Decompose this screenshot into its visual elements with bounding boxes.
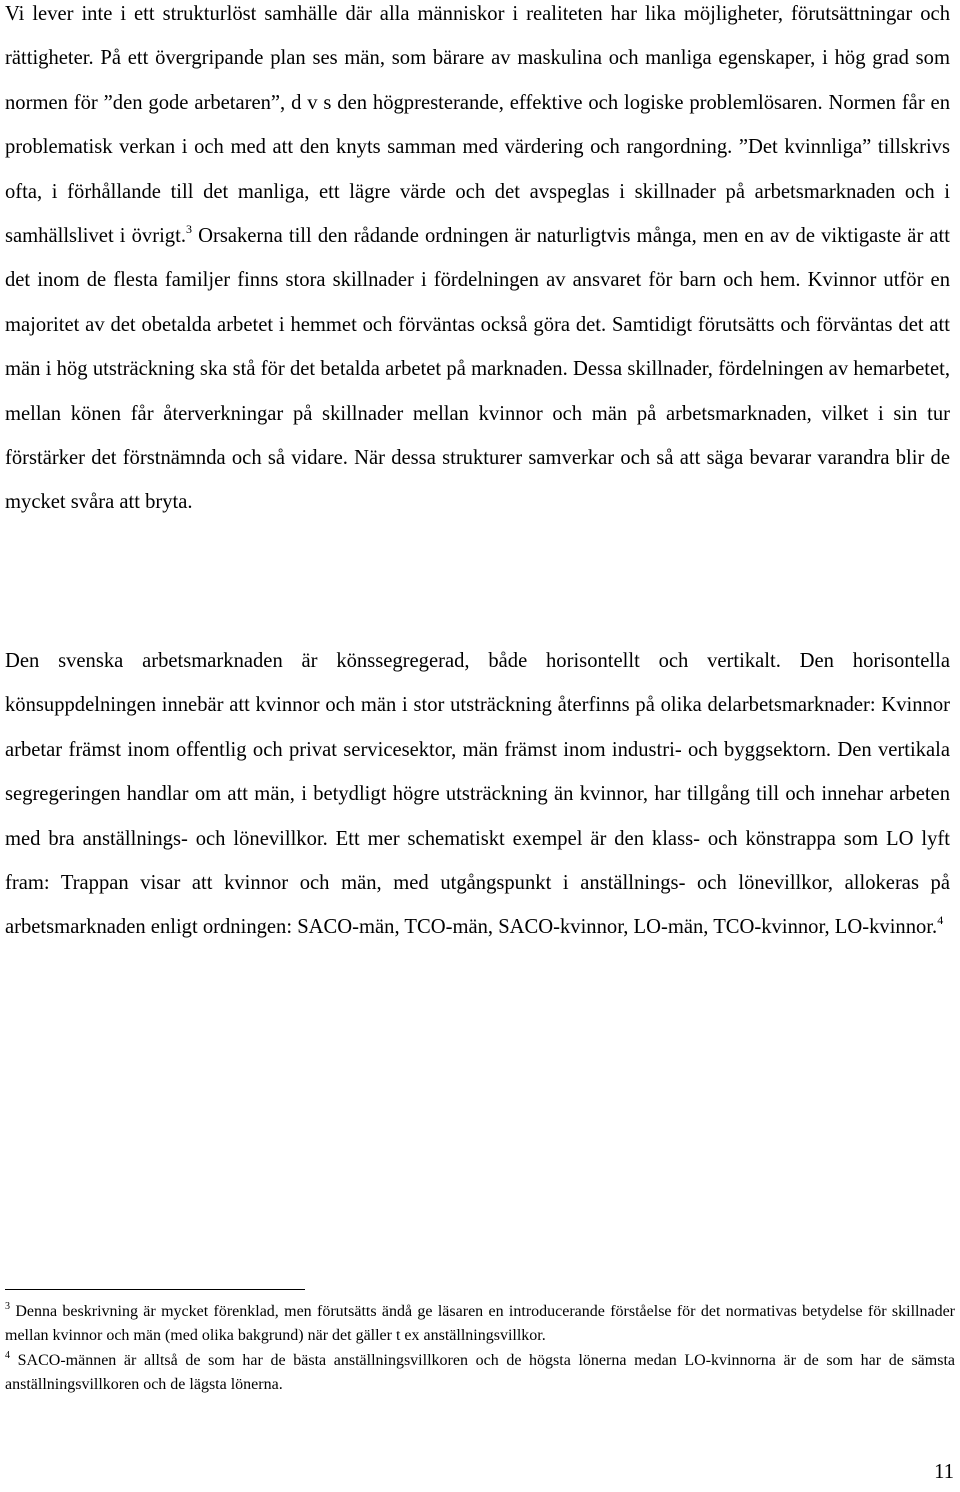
- paragraph-1-text-part-2: Orsakerna till den rådande ordningen är naturligtvis många, men en av de viktigaste är att det inom de flesta familjer finns stora skillnader i fördelningen av ansvaret för barn och hem. Kvinnor utför en majoritet av det obetalda arbetet i hemmet och förväntas också göra det. Samtidigt förutsätts och förväntas det att män i hög utsträckning ska stå för det betalda arbetet på marknaden. Dessa skillnader, fördelningen av hemarbetet, mellan könen får återverkningar på skillnader mellan kvinnor och män på arbetsmarknaden, vilket i sin tur förstärker det förstnämnda och så vidare. När dessa strukturer samverkar och så att säga bevarar varandra blir de mycket svåra att bryta.: [5, 225, 951, 514]
- footnote-text: SACO-männen är alltså de som har de bästa anställningsvillkoren och de högsta lönerna medan LO-kvinnorna är de som har de sämsta anställningsvillkoren och de lägsta lönerna.: [5, 1351, 955, 1393]
- footnotes: [5, 1300, 955, 1397]
- footnote-3: [5, 1300, 955, 1349]
- body-paragraph-1: [5, 0, 950, 525]
- body-paragraph-2: [5, 639, 950, 950]
- footnote-separator: [5, 1289, 305, 1290]
- page-number: 11: [934, 1461, 954, 1483]
- paragraph-1-text-part-1: Vi lever inte i ett strukturlöst samhälle där alla människor i realiteten har lika möjligheter, förutsättningar och rättigheter. På ett övergripande plan ses män, som bärare av maskulina och manliga egenskaper, i hög grad som normen för ”den gode arbetaren”, d v s den högpresterande, effektive och logiske problemlösaren. Normen får en problematisk verkan i och med att den knyts samman med värdering och rangordning. ”Det kvinnliga” tillskrivs ofta, i förhållande till det manliga, ett lägre värde och det avspeglas i skillnader på arbetsmarknaden och i samhällslivet i övrigt.: [5, 3, 950, 248]
- footnote-ref-3: 3: [185, 222, 192, 237]
- paragraph-2-text: Den svenska arbetsmarknaden är könssegregerad, både horisontellt och vertikalt. Den horisontella könsuppdelningen innebär att kvinnor och män i stor utsträckning återfinns på olika delarbetsmarknader: Kvinnor arbetar främst inom offentlig och privat servicesektor, män främst inom industri- och byggsektorn. Den vertikala segregeringen handlar om att män, i betydligt högre utsträckning än kvinnor, har tillgång till och innehar arbeten med bra anställnings- och lönevillkor. Ett mer schematiskt exempel är den klass- och könstrappa som LO lyft fram: Trappan visar att kvinnor och män, med utgångspunkt i anställnings- och lönevillkor, allokeras på arbetsmarknaden enligt ordningen: SACO-män, TCO-män, SACO-kvinnor, LO-män, TCO-kvinnor, LO-kvinnor.: [5, 650, 950, 939]
- footnote-4: [5, 1349, 955, 1398]
- footnote-text: Denna beskrivning är mycket förenklad, men förutsätts ändå ge läsaren en introducerande förståelse för det normativas betydelse för skillnader mellan kvinnor och män (med olika bakgrund) när det gäller t ex anställningsvillkor.: [5, 1303, 955, 1345]
- footnote-ref-4: 4: [937, 913, 944, 928]
- footnote-number: 3: [5, 1301, 10, 1312]
- footnote-number: 4: [5, 1349, 10, 1361]
